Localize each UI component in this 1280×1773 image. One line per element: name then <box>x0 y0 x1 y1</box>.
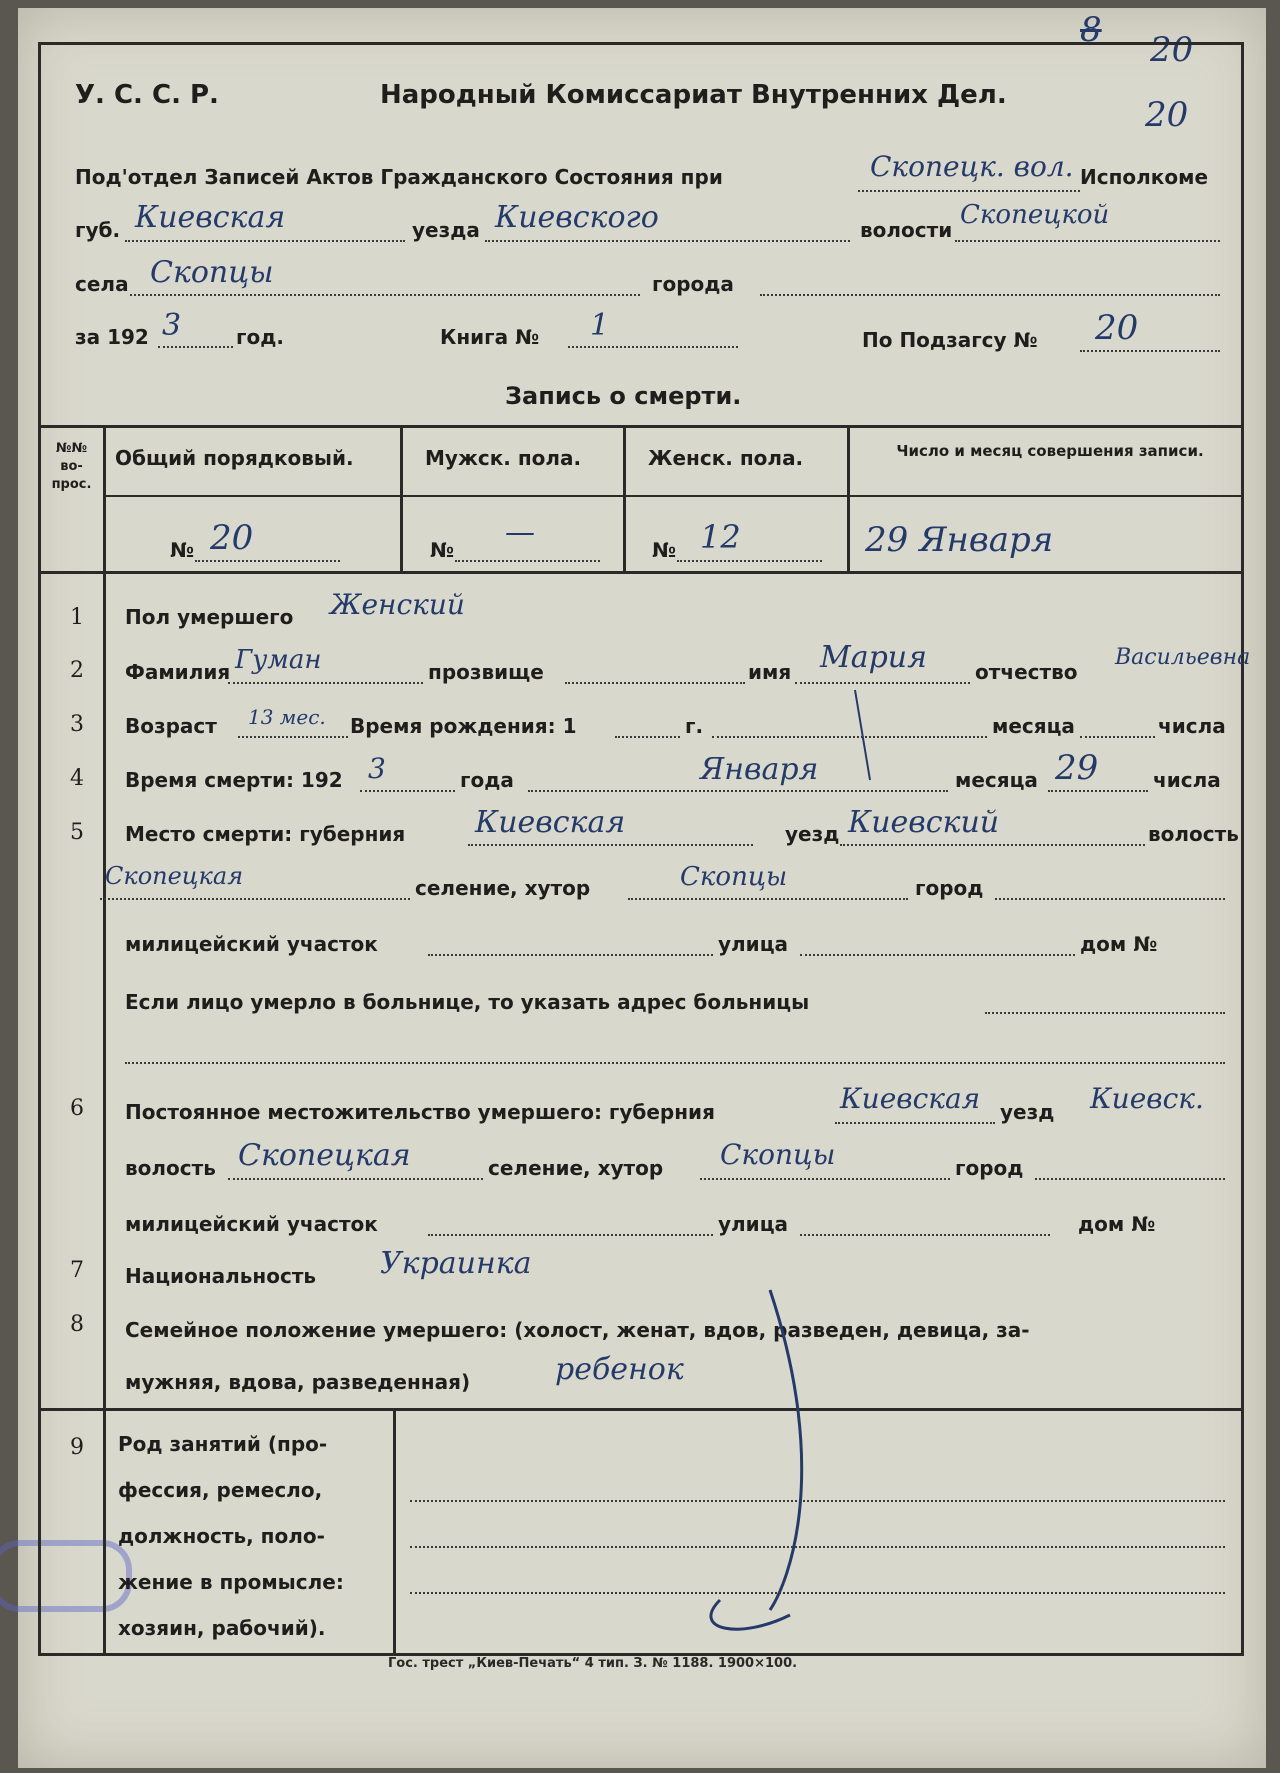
r3-g-label: г. <box>685 714 704 738</box>
r6-volost-value: Скопецкая <box>238 1138 411 1173</box>
office-line1-hw: Скопецк. вол. <box>870 150 1074 183</box>
r7-value: Украинка <box>380 1246 532 1281</box>
col1-no: № <box>170 538 195 562</box>
r8-value: ребенок <box>555 1352 684 1387</box>
r9-line2: фессия, ремесло, <box>118 1478 323 1502</box>
col3-header: Женск. пола. <box>648 446 804 470</box>
r4-day-value: 29 <box>1055 748 1099 788</box>
republic-title: У. С. С. Р. <box>75 80 219 110</box>
uezd-value: Киевского <box>495 200 659 235</box>
r5-volost-label: волость <box>1148 822 1239 846</box>
r2-patr-value: Васильевна <box>1115 645 1251 670</box>
r5-selenie-label: селение, хутор <box>415 876 591 900</box>
commissariat-title: Народный Комиссариат Внутренних Дел. <box>380 80 1007 110</box>
year-label: за 192 <box>75 325 149 349</box>
col4-header: Число и месяц совершения записи. <box>896 442 1204 460</box>
r3-birth-label: Время рождения: 1 <box>350 714 577 738</box>
r3-age-label: Возраст <box>125 714 217 738</box>
r2-surname-label: Фамилия <box>125 660 231 684</box>
r6-uezd-label: уезд <box>1000 1100 1055 1124</box>
r3-month-label: месяца <box>992 714 1075 738</box>
year-suffix: год. <box>236 325 284 349</box>
r3-day-label: числа <box>1158 714 1226 738</box>
row-num-2: 2 <box>70 658 84 683</box>
col1-value: 20 <box>210 518 254 558</box>
volost-value: Скопецкой <box>960 200 1110 230</box>
r6-label: Постоянное местожительство умершего: губерния <box>125 1100 715 1124</box>
printer-footer: Гос. трест „Киев-Печать“ 4 тип. З. № 1188. 1900×100. <box>388 1656 798 1671</box>
r5-street-label: улица <box>718 932 789 956</box>
volost-label: волости <box>860 218 953 242</box>
r2-nick-label: прозвище <box>428 660 544 684</box>
r5-mil-label: милицейский участок <box>125 932 378 956</box>
record-title: Запись о смерти. <box>505 382 742 410</box>
r5-uezd-label: уезд <box>785 822 840 846</box>
row-num-3: 3 <box>70 712 84 737</box>
subreg-label: По Подзагсу № <box>862 328 1038 352</box>
row-num-4: 4 <box>70 766 84 791</box>
r8-line1: Семейное положение умершего: (холост, женат, вдов, разведен, девица, за- <box>125 1318 1030 1342</box>
subreg-value: 20 <box>1095 308 1139 348</box>
r4-day-label: числа <box>1153 768 1221 792</box>
r9-line4: жение в промысле: <box>118 1570 344 1594</box>
r6-gub-value: Киевская <box>840 1082 981 1115</box>
row-num-1: 1 <box>70 605 84 630</box>
r9-line1: Род занятий (про- <box>118 1432 328 1456</box>
r4-label: Время смерти: 192 <box>125 768 343 792</box>
book-label: Книга № <box>440 325 540 349</box>
r1-label: Пол умершего <box>125 605 294 629</box>
r4-year-value: 3 <box>368 752 386 785</box>
row-num-6: 6 <box>70 1096 84 1121</box>
r2-surname-value: Гуман <box>235 645 322 675</box>
r6-uezd-value: Киевск. <box>1090 1082 1204 1115</box>
r3-age-value: 13 мес. <box>248 705 326 729</box>
col2-value: — <box>505 515 535 550</box>
col2-no: № <box>430 538 455 562</box>
col3-no: № <box>652 538 677 562</box>
gub-label: губ. <box>75 218 121 242</box>
r6-house-label: дом № <box>1078 1212 1156 1236</box>
r5-hospital-label: Если лицо умерло в больнице, то указать адрес больницы <box>125 990 810 1014</box>
col3-value: 12 <box>700 518 741 556</box>
r7-label: Национальность <box>125 1264 317 1288</box>
col2-header: Мужск. пола. <box>425 446 582 470</box>
office-line1-prefix: Под'отдел Записей Актов Гражданского Состояния при <box>75 165 723 189</box>
r6-street-label: улица <box>718 1212 789 1236</box>
year-value: 3 <box>162 308 182 343</box>
selo-value: Скопцы <box>150 255 274 290</box>
r4-month-label: месяца <box>955 768 1038 792</box>
corner-number: 20 <box>1145 95 1189 135</box>
r1-value: Женский <box>330 588 465 621</box>
r8-line2: мужняя, вдова, разведенная) <box>125 1370 471 1394</box>
row-num-8: 8 <box>70 1312 84 1337</box>
row-num-5: 5 <box>70 820 84 845</box>
r5-label: Место смерти: губерния <box>125 822 406 846</box>
corner-top-number: 20 <box>1150 30 1194 70</box>
r5-volost-value: Скопецкая <box>105 862 244 890</box>
gorod-label: города <box>652 272 734 296</box>
r5-house-label: дом № <box>1080 932 1158 956</box>
r9-line5: хозяин, рабочий). <box>118 1616 326 1640</box>
r5-gub-value: Киевская <box>475 805 626 840</box>
gub-value: Киевская <box>135 200 286 235</box>
r6-gorod-label: город <box>955 1156 1024 1180</box>
row-num-7: 7 <box>70 1258 84 1283</box>
uezd-label: уезда <box>412 218 480 242</box>
r6-selenie-label: селение, хутор <box>488 1156 664 1180</box>
r9-line3: должность, поло- <box>118 1524 325 1548</box>
r4-goda-label: года <box>460 768 514 792</box>
r2-name-label: имя <box>748 660 792 684</box>
row-num-9: 9 <box>70 1435 84 1460</box>
corner-strike: 8 <box>1080 10 1102 50</box>
book-value: 1 <box>590 308 610 343</box>
col4-value: 29 Января <box>865 520 1054 560</box>
r5-gorod-label: город <box>915 876 984 900</box>
r5-selenie-value: Скопцы <box>680 862 788 892</box>
office-line1-suffix: Исполкоме <box>1080 165 1209 189</box>
r5-uezd-value: Киевский <box>848 805 1000 840</box>
r2-name-value: Мария <box>820 640 927 675</box>
r4-month-value: Января <box>700 752 819 787</box>
r2-patr-label: отчество <box>975 660 1078 684</box>
r6-mil-label: милицейский участок <box>125 1212 378 1236</box>
col1-header: Общий порядковый. <box>115 446 354 470</box>
selo-label: села <box>75 272 129 296</box>
r6-volost-label: волость <box>125 1156 216 1180</box>
r6-selenie-value: Скопцы <box>720 1138 836 1171</box>
col0-header: №№ во- прос. <box>51 441 92 492</box>
